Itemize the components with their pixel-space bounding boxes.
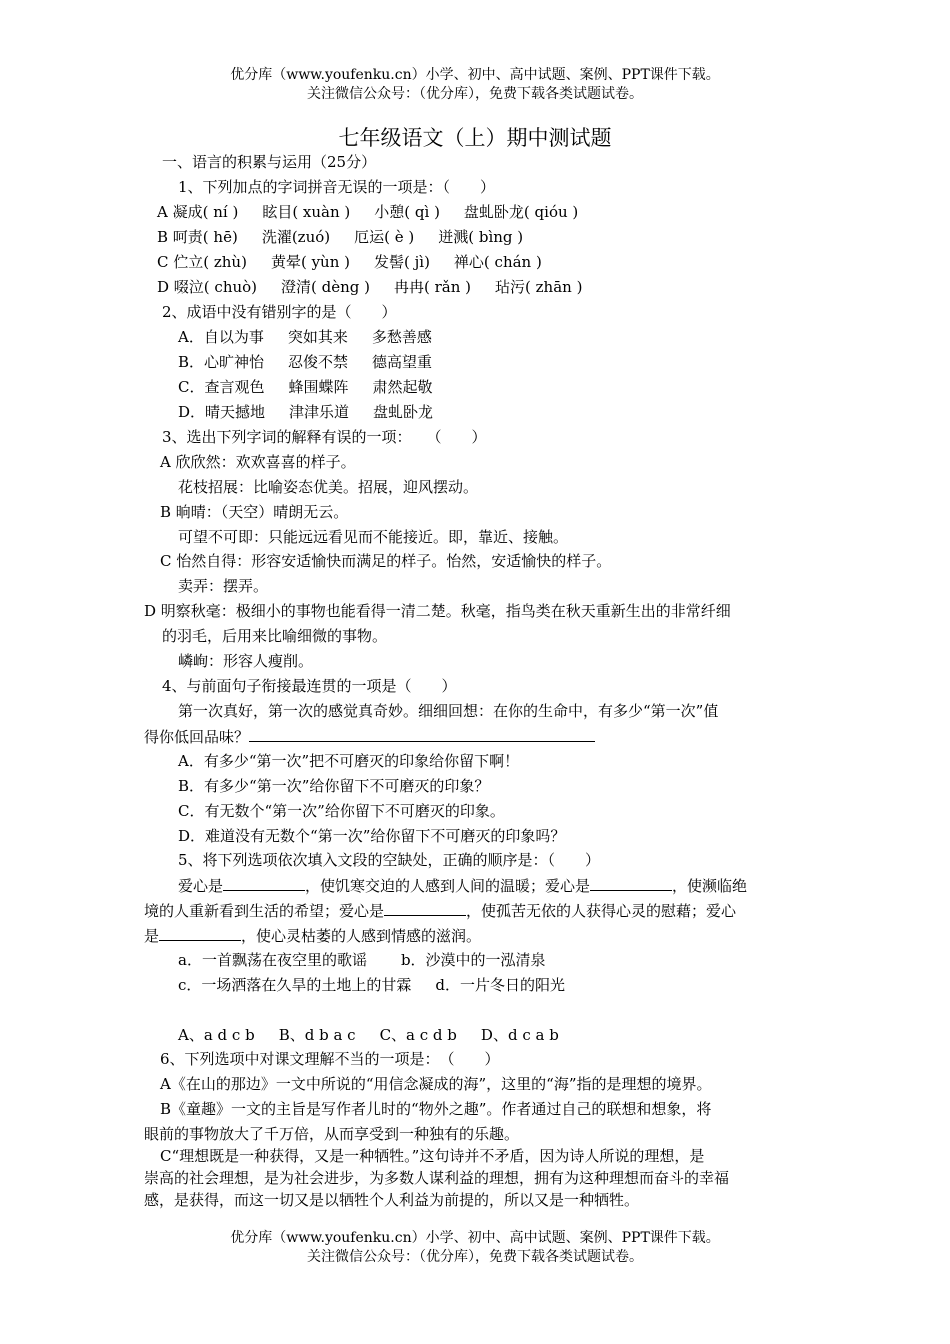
section-heading: 一、语言的积累与运用（25分） (162, 153, 377, 171)
option-text: 发髻( jì) (374, 253, 430, 271)
option-text: 津津乐道 (289, 403, 350, 421)
fill-blank (223, 874, 305, 891)
question-3-option-a-2: 花枝招展：比喻姿态优美。招展，迎风摆动。 (178, 478, 479, 496)
header-line-1: 优分库（www.youfenku.cn）小学、初中、高中试题、案例、PPT课件下载。 (230, 67, 720, 83)
option-text: C．查言观色 (178, 378, 265, 396)
footer-line-1: 优分库（www.youfenku.cn）小学、初中、高中试题、案例、PPT课件下载。 (230, 1230, 720, 1246)
question-2-option-b (178, 351, 432, 373)
choice-text: A、a d c b (178, 1026, 255, 1044)
question-4-passage-2 (144, 725, 595, 748)
passage-text: 是 (144, 927, 160, 945)
option-text: 忍俊不禁 (288, 353, 349, 371)
option-text: 迸溅( bìng ) (438, 228, 524, 246)
page-header (0, 66, 950, 104)
question-3-stem: 3、选出下列字词的解释有误的一项： （ ） (162, 428, 487, 446)
option-text: 黄晕( yùn ) (270, 253, 350, 271)
option-text: b．沙漠中的一泓清泉 (400, 951, 546, 969)
option-text: 冉冉( rǎn ) (394, 278, 472, 296)
option-text: 蜂围蝶阵 (288, 378, 349, 396)
header-line-2: 关注微信公众号：（优分库），免费下载各类试题试卷。 (307, 86, 643, 102)
option-text: 突如其来 (287, 328, 348, 346)
question-1-option-a (157, 201, 578, 223)
question-4-option-c: C．有无数个“第一次”给你留下不可磨灭的印象。 (178, 802, 505, 820)
question-4-passage-1: 第一次真好，第一次的感觉真奇妙。细细回想：在你的生命中，有多少“第一次”值 (178, 702, 719, 720)
option-text: C 伫立( zhù) (157, 253, 247, 271)
choice-text: B、d b a c (278, 1026, 356, 1044)
option-text: A 凝成( ní ) (157, 203, 239, 221)
fill-blank (159, 924, 241, 941)
question-6-option-c-1: C“理想既是一种获得，又是一种牺牲。”这句诗并不矛盾，因为诗人所说的理想，是 (160, 1147, 705, 1165)
question-1-stem: 1、下列加点的字词拼音无误的一项是：（ ） (178, 178, 496, 196)
question-4-option-d: D．难道没有无数个“第一次”给你留下不可磨灭的印象吗？ (178, 827, 566, 845)
option-text: 德高望重 (372, 353, 433, 371)
question-3-option-d-1: D 明察秋毫：极细小的事物也能看得一清二楚。秋毫，指鸟类在秋天重新生出的非常纤细 (144, 602, 731, 620)
fill-blank (384, 899, 466, 916)
question-3-option-c-2: 卖弄：摆弄。 (178, 577, 269, 595)
option-text: c．一场洒落在久旱的土地上的甘霖 (178, 976, 412, 994)
question-5-passage-3 (144, 924, 481, 947)
option-text: 厄运( è ) (354, 228, 415, 246)
question-5-stem: 5、将下列选项依次填入文段的空缺处，正确的顺序是：（ ） (178, 851, 601, 869)
question-2-option-d (178, 401, 433, 423)
question-3-option-a-1: A 欣欣然：欢欢喜喜的样子。 (160, 453, 356, 471)
option-text: d．一片冬日的阳光 (435, 976, 566, 994)
question-5-passage-1 (178, 874, 747, 897)
passage-text: ，使饥寒交迫的人感到人间的温暖；爱心是 (305, 877, 591, 895)
question-6-option-a: A《在山的那边》一文中所说的“用信念凝成的海”，这里的“海”指的是理想的境界。 (160, 1075, 712, 1093)
choice-text: C、a c d b (379, 1026, 457, 1044)
option-text: 禅心( chán ) (453, 253, 542, 271)
question-3-option-d-1b: 的羽毛，后用来比喻细微的事物。 (162, 627, 388, 645)
option-text: 盘虬卧龙( qióu ) (463, 203, 579, 221)
question-1-option-c (157, 251, 542, 273)
page-title: 七年级语文（上）期中测试题 (338, 126, 612, 150)
question-6-stem: 6、下列选项中对课文理解不当的一项是： （ ） (160, 1050, 500, 1068)
question-2-option-a (178, 326, 432, 348)
question-5-options-ab (178, 949, 546, 971)
question-6-option-b-1: B《童趣》一文的主旨是写作者儿时的“物外之趣”。作者通过自己的联想和想象，将 (160, 1100, 712, 1118)
footer-line-2: 关注微信公众号：（优分库），免费下载各类试题试卷。 (307, 1249, 643, 1265)
question-3-option-c-1: C 怡然自得：形容安适愉快而满足的样子。怡然，安适愉快的样子。 (160, 552, 612, 570)
question-1-option-d (157, 276, 582, 298)
question-5-choices (178, 1024, 559, 1046)
question-4-option-b: B．有多少“第一次”给你留下不可磨灭的印象？ (178, 777, 490, 795)
option-text: B．心旷神怡 (178, 353, 265, 371)
passage-text: 境的人重新看到生活的希望；爱心是 (144, 902, 385, 920)
option-text: 肃然起敬 (372, 378, 433, 396)
question-6-option-c-3: 感，是获得，而这一切又是以牺牲个人利益为前提的，所以又是一种牺牲。 (144, 1191, 640, 1209)
option-text: B 呵责( hē) (157, 228, 238, 246)
option-text: D．晴天撼地 (178, 403, 266, 421)
option-text: 多愁善感 (371, 328, 432, 346)
choice-text: D、d c a b (480, 1026, 559, 1044)
option-text: a．一首飘荡在夜空里的歌谣 (178, 951, 367, 969)
question-6-option-c-2: 崇高的社会理想，是为社会进步，为多数人谋利益的理想，拥有为这种理想而奋斗的幸福 (144, 1169, 730, 1187)
question-5-options-cd (178, 974, 565, 996)
question-3-option-d-2: 嶙峋：形容人瘦削。 (178, 652, 314, 670)
question-2-option-c (178, 376, 433, 398)
option-text: 小憩( qì ) (374, 203, 440, 221)
passage-text: ，使孤苦无依的人获得心灵的慰藉；爱心 (466, 902, 737, 920)
option-text: 澄清( dèng ) (281, 278, 371, 296)
passage-text: 得你低回品味？ (144, 728, 250, 746)
question-3-option-b-2: 可望不可即：只能远远看见而不能接近。即，靠近、接触。 (178, 528, 569, 546)
question-1-option-b (157, 226, 523, 248)
option-text: 盘虬卧龙 (373, 403, 434, 421)
option-text: D 啜泣( chuò) (157, 278, 258, 296)
question-6-option-b-2: 眼前的事物放大了千万倍，从而享受到一种独有的乐趣。 (144, 1125, 520, 1143)
option-text: 玷污( zhān ) (495, 278, 583, 296)
page-footer (0, 1229, 950, 1267)
question-4-stem: 4、与前面句子衔接最连贯的一项是（ ） (162, 677, 457, 695)
question-4-option-a: A．有多少“第一次”把不可磨灭的印象给你留下啊！ (178, 752, 520, 770)
passage-text: ，使心灵枯萎的人感到情感的滋润。 (241, 927, 482, 945)
passage-text: ，使濒临绝 (672, 877, 748, 895)
option-text: 洗濯(zuó) (261, 228, 331, 246)
answer-blank (249, 725, 595, 742)
fill-blank (590, 874, 672, 891)
question-2-stem: 2、成语中没有错别字的是（ ） (162, 303, 397, 321)
option-text: 眩目( xuàn ) (262, 203, 351, 221)
question-3-option-b-1: B 晌晴：（天空）晴朗无云。 (160, 503, 349, 521)
passage-text: 爱心是 (178, 877, 224, 895)
question-5-passage-2 (144, 899, 736, 922)
option-text: A．自以为事 (178, 328, 264, 346)
